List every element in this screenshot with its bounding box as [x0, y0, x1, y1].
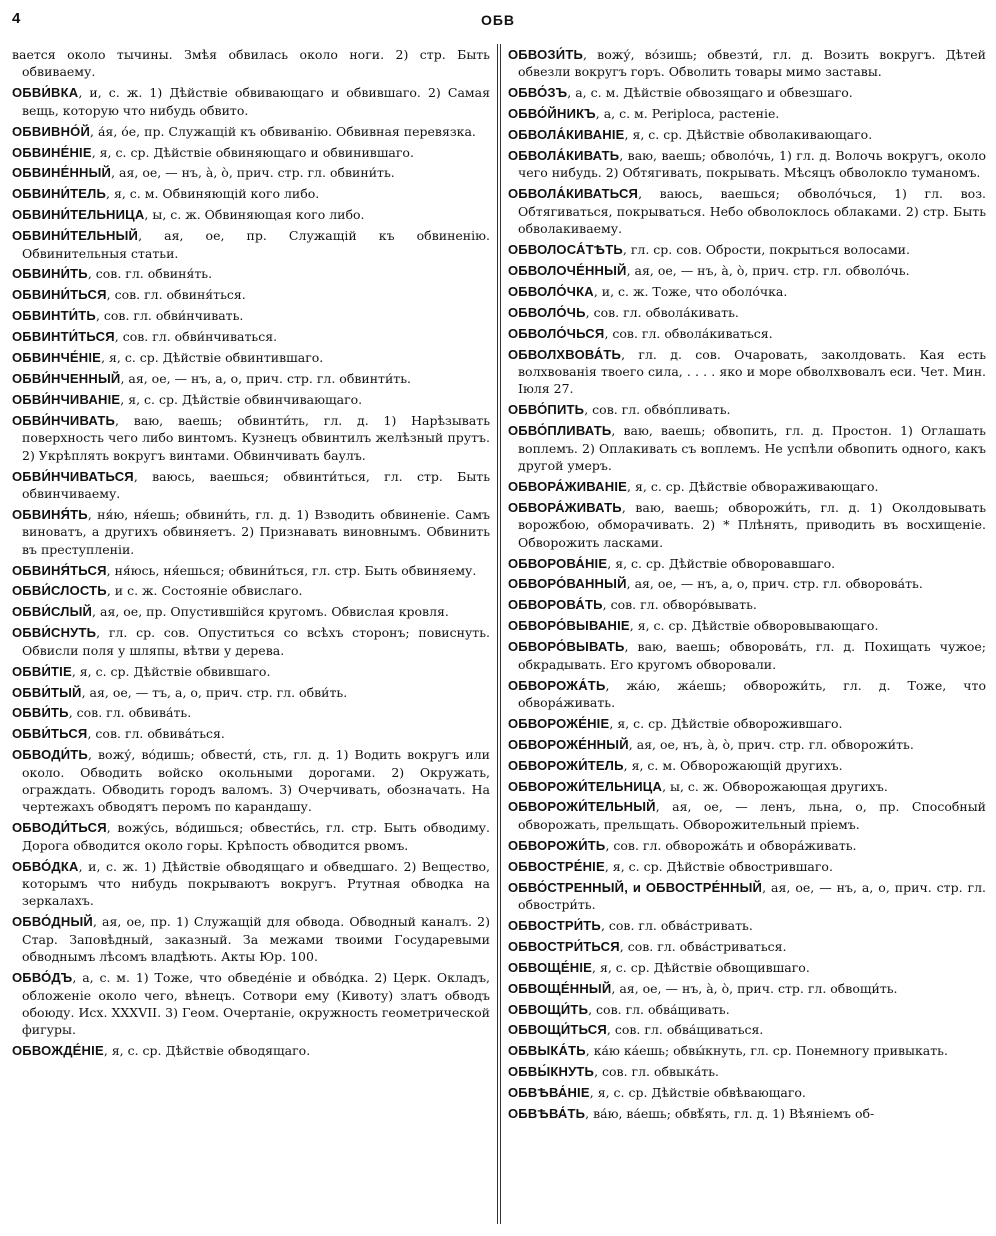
entry-headword: ОБВЫ́КНУТЬ	[508, 1064, 595, 1080]
entry-headword: ОБВО́ПЛИВАТЬ	[508, 423, 612, 439]
dictionary-entry	[12, 46, 490, 81]
entry-definition: , а, с. м. Дѣйствіе обвозящаго и обвезшаго.	[567, 85, 853, 101]
dictionary-entry	[12, 227, 490, 262]
entry-definition: , ая, ое, — тъ, а, о, прич. стр. гл. обви́ть.	[81, 684, 348, 700]
running-head: ОБВ	[480, 12, 516, 28]
entry-headword: ОБВОРОВА́ТЬ	[508, 597, 603, 613]
entry-headword: ОБВОРОЖЕ́ННЫЙ	[508, 736, 629, 752]
entry-definition: , ваюсь, ваешься; обвинти́ться, гл. стр. Быть обвинчиваему.	[22, 468, 490, 501]
entry-headword: ОБВИ́СЛОСТЬ	[12, 583, 107, 599]
dictionary-entry	[508, 938, 986, 955]
dictionary-entry	[12, 704, 490, 721]
entry-definition: , ва́ю, ва́ешь; обвѣ́ять, гл. д. 1) Вѣяніемъ об-	[585, 1106, 875, 1122]
right-column	[508, 46, 986, 1222]
dictionary-entry	[12, 144, 490, 161]
dictionary-entry	[12, 328, 490, 345]
entry-definition: , сов. гл. обвива́ться.	[87, 726, 225, 742]
dictionary-entry	[508, 46, 986, 81]
entry-headword: ОБВИНИ́ТЕЛЬ	[12, 186, 106, 202]
entry-headword: ОБВИНИ́ТЕЛЬНИЦА	[12, 207, 145, 223]
dictionary-entry	[12, 123, 490, 140]
entry-headword: ОБВОЛО́ЧЬСЯ	[508, 325, 605, 341]
entry-definition: , сов. гл. обви́нчиваться.	[114, 329, 278, 345]
entry-headword: ОБВѢВА́ТЬ	[508, 1106, 586, 1122]
dictionary-entry	[508, 499, 986, 551]
entry-headword: ОБВОРО́ВЫВАТЬ	[508, 639, 625, 655]
entry-definition: , ы, с. ж. Обворожающая другихъ.	[662, 778, 888, 794]
entry-definition: , ка́ю ка́ешь; обвы́кнуть, гл. ср. Понемногу привыкать.	[585, 1043, 948, 1059]
dictionary-entry	[12, 349, 490, 366]
entry-definition: , а, с. м. 1) Тоже, что обведе́ніе и обво́дка. 2) Церк. Окладъ, обложеніе около чего, вѣнецъ. Сотвори ему (Кивоту) златъ обводъ обоюду. Исх. XXXVII. 3) Геом. Очертаніе, окружность геометрической фигуры.	[22, 970, 490, 1038]
dictionary-entry	[508, 304, 986, 321]
entry-headword: ОБВОЖДЕ́НІЕ	[12, 1043, 104, 1059]
entry-headword: ОБВИНИ́ТЕЛЬНЫЙ	[12, 228, 139, 244]
entry-headword: ОБВИНЕ́ННЫЙ	[12, 165, 112, 181]
entry-headword: ОБВОЩИ́ТЬСЯ	[508, 1022, 607, 1038]
dictionary-entry	[12, 913, 490, 965]
entry-headword: ОБВОЛА́КИВАТЬ	[508, 148, 620, 164]
dictionary-entry	[508, 401, 986, 418]
dictionary-entry	[508, 617, 986, 634]
entry-headword: ОБВО́ДЪ	[12, 970, 73, 986]
entry-headword: ОБВИНИ́ТЬ	[12, 266, 88, 282]
dictionary-entry	[508, 555, 986, 572]
dictionary-entry	[12, 624, 490, 659]
left-column	[12, 46, 490, 1222]
entry-headword: ОБВОСТРИ́ТЬ	[508, 917, 601, 933]
dictionary-entry	[508, 837, 986, 854]
entry-definition: , ы, с. ж. Обвиняющая кого либо.	[144, 207, 365, 223]
dictionary-entry	[508, 1001, 986, 1018]
dictionary-entry	[12, 468, 490, 503]
entry-definition: , а́я, о́е, пр. Служащій къ обвиванію. Обвивная перевязка.	[90, 123, 476, 139]
entry-headword: ОБВИ́ТЬСЯ	[12, 726, 88, 742]
dictionary-entry	[508, 1105, 986, 1122]
dictionary-entry	[508, 1042, 986, 1059]
dictionary-entry	[508, 715, 986, 732]
entry-headword: ОБВОДИ́ТЬСЯ	[12, 820, 107, 836]
entry-headword: ОБВОСТРИ́ТЬСЯ	[508, 938, 620, 954]
dictionary-entry	[12, 819, 490, 854]
dictionary-entry	[508, 1084, 986, 1101]
entry-definition: , я, с. ср. Дѣйствіе обвораживающаго.	[627, 478, 879, 494]
entry-headword: ОБВОРОЖИ́ТЬ	[508, 837, 606, 853]
dictionary-entry	[12, 265, 490, 282]
entry-definition: , сов. гл. обви́нчивать.	[95, 308, 244, 324]
entry-headword: ОБВОРА́ЖИВАНІЕ	[508, 478, 628, 494]
entry-headword: ОБВИ́ВКА	[12, 85, 79, 101]
entry-definition: , ая, ое, — нъ, а̀, о̀, прич. стр. гл. обволо́чь.	[626, 262, 910, 278]
entry-headword: ОБВИНЕ́НІЕ	[12, 144, 92, 160]
entry-headword: ОБВОРОЖИ́ТЕЛЬ	[508, 757, 624, 773]
entry-definition: , ваюсь, ваешься; обволо́чься, 1) гл. воз. Обтягиваться, покрываться. Небо обволоклось облаками. 2) стр. Быть обволакиваему.	[518, 186, 986, 237]
dictionary-entry	[12, 1042, 490, 1059]
entry-definition: , ая, ое, — ленъ, льна, о, пр. Способный обворожать, прельщать. Обворожительный пріемъ.	[518, 799, 986, 832]
dictionary-entry	[508, 1063, 986, 1080]
entry-definition: , сов. гл. обворо́вывать.	[602, 597, 757, 613]
dictionary-entry	[12, 370, 490, 387]
dictionary-entry	[508, 798, 986, 833]
entry-headword: ОБВѢВА́НІЕ	[508, 1085, 590, 1101]
entry-headword: ОБВОРОЖИ́ТЕЛЬНЫЙ	[508, 799, 656, 815]
entry-definition: , я, с. ср. Дѣйствіе обворожившаго.	[609, 715, 843, 731]
entry-definition: , а, с. м. Periploca, растеніе.	[595, 106, 780, 122]
entry-definition: , вожу́сь, во́дишься; обвести́сь, гл. стр. Быть обводиму. Дорога обводится около горы. Крѣпость обводится рвомъ.	[22, 820, 490, 853]
column-divider-second	[500, 44, 501, 1224]
dictionary-entry	[508, 677, 986, 712]
entry-definition: , я, с. ср. Дѣйствіе обвившаго.	[71, 663, 271, 679]
dictionary-entry	[508, 422, 986, 474]
dictionary-entry	[12, 562, 490, 579]
entry-headword: ОБВОЛО́ЧЬ	[508, 304, 586, 320]
entry-definition: , я, с. ср. Дѣйствіе обвощившаго.	[592, 959, 810, 975]
dictionary-entry	[12, 582, 490, 599]
entry-definition: , я, с. ср. Дѣйствіе обворовавшаго.	[607, 555, 836, 571]
entry-definition: , ня́юсь, ня́ешься; обвини́ться, гл. стр. Быть обвиняему.	[106, 562, 477, 578]
entry-headword: ОБВОЛХВОВА́ТЬ	[508, 346, 622, 362]
entry-definition: , ваю, ваешь; обволо́чь, 1) гл. д. Волочь вокругъ, около чего нибудь. 2) Обтягивать, покрывать. Мѣсяцъ обволокло туманомъ.	[518, 148, 986, 181]
dictionary-entry	[12, 164, 490, 181]
entry-definition: , я, с. м. Обворожающій другихъ.	[623, 757, 843, 773]
entry-headword: ОБВОЩЕ́ННЫЙ	[508, 980, 612, 996]
entry-definition: , ваю, ваешь; обворова́ть, гл. д. Похищать чужое; обкрадывать. Его кругомъ обворовали.	[518, 639, 986, 672]
dictionary-entry	[12, 858, 490, 910]
entry-definition: , ваю, ваешь; обвопить, гл. д. Простон. 1) Оглашать воплемъ. 2) Оплакивать съ воплемъ. Не успѣли обвопить одного, какъ другой умеръ.	[518, 423, 986, 474]
entry-headword: ОБВО́ПИТЬ	[508, 402, 585, 418]
dictionary-entry	[508, 596, 986, 613]
entry-definition: , сов. гл. обвола́кивать.	[585, 304, 739, 320]
entry-definition: , сов. гл. обва́стривать.	[600, 917, 753, 933]
entry-definition: , сов. гл. обва́щиваться.	[606, 1022, 764, 1038]
entry-headword: ОБВИ́СНУТЬ	[12, 625, 97, 641]
dictionary-entry	[508, 879, 986, 914]
entry-definition: , сов. гл. обвыка́ть.	[594, 1064, 719, 1080]
entry-definition: , сов. гл. обвива́ть.	[68, 705, 192, 721]
entry-headword: ОБВОЛА́КИВАНІЕ	[508, 127, 625, 143]
entry-headword: ОБВИВНО́Й	[12, 123, 91, 139]
entry-headword: ОБВИНЯ́ТЬ	[12, 506, 88, 522]
entry-headword: ОБВИНТИ́ТЬСЯ	[12, 329, 115, 345]
dictionary-entry	[508, 858, 986, 875]
dictionary-entry	[12, 603, 490, 620]
dictionary-entry	[508, 346, 986, 398]
dictionary-entry	[508, 147, 986, 182]
dictionary-entry	[508, 478, 986, 495]
entry-definition: , сов. гл. обвиня́ться.	[106, 287, 246, 303]
entry-definition: , ая, ое, — нъ, а̀, о̀, прич. стр. гл. обвощи́ть.	[611, 980, 898, 996]
entry-headword: ОБВИНИ́ТЬСЯ	[12, 287, 107, 303]
dictionary-entry	[508, 105, 986, 122]
entry-headword: ОБВОЩИ́ТЬ	[508, 1001, 589, 1017]
entry-definition: , ая, ое, — нъ, а, о, прич. стр. гл. обвинти́ть.	[120, 371, 411, 386]
entry-definition: , я, с. ср. Дѣйствіе обволакивающаго.	[624, 127, 873, 143]
entry-headword: ОБВИ́НЧИВАНІЕ	[12, 391, 121, 407]
entry-definition: , и, с. ж. 1) Дѣйствіе обвивающаго и обвившаго. 2) Самая вещь, которую что нибудь обвито.	[22, 85, 490, 118]
entry-definition: , и, с. ж. Тоже, что оболо́чка.	[593, 283, 788, 299]
entry-definition: , и, с. ж. 1) Дѣйствіе обводящаго и обведшаго. 2) Вещество, которымъ что нибудь покрываютъ вокругъ. Ртутная обводка на зеркалахъ.	[22, 858, 490, 909]
entry-headword: ОБВОЛО́ЧКА	[508, 283, 594, 299]
entry-headword: ОБВИ́ТІЕ	[12, 663, 72, 679]
entry-headword: ОБВИ́НЧЕННЫЙ	[12, 371, 121, 386]
dictionary-entry	[508, 757, 986, 774]
entry-headword: ОБВИНЯ́ТЬСЯ	[12, 562, 107, 578]
dictionary-entry	[508, 241, 986, 258]
entry-definition: , ая, ое, — нъ, а̀, о̀, прич. стр. гл. обвини́ть.	[111, 165, 395, 181]
dictionary-entry	[508, 959, 986, 976]
entry-definition: , вожу́, во́зишь; обвезти́, гл. д. Возить вокругъ. Дѣтей обвезли вокругъ горъ. Обволить товары мимо заставы.	[518, 47, 986, 80]
entry-definition: , гл. ср. сов. Опуститься со всѣхъ сторонъ; повиснуть. Обвисли поля у шляпы, вѣтви у дерева.	[22, 625, 490, 658]
dictionary-entry	[508, 778, 986, 795]
entry-definition: , и с. ж. Состояніе обвислаго.	[106, 583, 303, 599]
entry-headword: ОБВО́ЙНИКЪ	[508, 106, 596, 122]
entry-headword: ОБВИ́НЧИВАТЬСЯ	[12, 468, 134, 484]
entry-definition: , я, с. ср. Дѣйствіе обворовывающаго.	[629, 618, 879, 634]
entry-headword: ОБВОЗИ́ТЬ	[508, 47, 584, 62]
entry-definition: , сов. гл. обвола́киваться.	[604, 325, 773, 341]
entry-headword: ОБВИ́ТЬ	[12, 705, 69, 721]
entry-headword: ОБВИ́ТЫЙ	[12, 684, 82, 700]
dictionary-entry	[12, 185, 490, 202]
entry-definition: , я, с. м. Обвиняющій кого либо.	[106, 186, 320, 202]
entry-headword: ОБВОЛОСА́ТѢТЬ	[508, 242, 623, 258]
entry-definition: , ваю, ваешь; обвинти́ть, гл. д. 1) Нарѣзывать поверхность чего либо винтомъ. Кузнецъ обвинтилъ желѣзный прутъ. 2) Укрѣплять вокругъ винтами. Обвинчивать баулъ.	[22, 412, 490, 463]
entry-definition: , ая, ое, — нъ, а, о, прич. стр. гл. обворова́ть.	[626, 576, 923, 592]
entry-definition: , я, с. ср. Дѣйствіе обвинтившаго.	[101, 350, 324, 366]
entry-definition: , ая, ое, пр. Служащій къ обвиненію. Обвинительныя статьи.	[22, 228, 490, 261]
entry-headword: ОБВО́ДКА	[12, 858, 79, 874]
entry-headword: ОБВОРОЖЕ́НІЕ	[508, 715, 610, 731]
entry-headword: ОБВОСТРЕ́НІЕ	[508, 858, 605, 874]
entry-headword: ОБВОРО́ВАННЫЙ	[508, 576, 627, 592]
entry-definition: , я, с. ср. Дѣйствіе обвиняющаго и обвинившаго.	[91, 144, 414, 160]
entry-definition: , ня́ю, ня́ешь; обвини́ть, гл. д. 1) Взводить обвиненіе. Самъ виноватъ, а другихъ обвиняетъ. 2) Признавать виновнымъ. Обвинить въ преступленіи.	[22, 506, 490, 557]
entry-definition: , ваю, ваешь; обворожи́ть, гл. д. 1) Околдовывать ворожбою, обморачивать. 2) * Плѣнять, приводить въ восхищеніе. Обворожить ласками.	[518, 499, 986, 550]
entry-definition: , гл. д. сов. Очаровать, заколдовать. Кая есть волхвованія твоего сила, . . . . яко и море обволхвовалъ еси. Чет. Мин. Іюля 27.	[518, 346, 986, 397]
dictionary-entry	[508, 1021, 986, 1038]
dictionary-entry	[508, 575, 986, 592]
dictionary-entry	[12, 746, 490, 816]
dictionary-entry	[508, 917, 986, 934]
entry-headword: ОБВИ́НЧИВАТЬ	[12, 412, 116, 428]
entry-headword: ОБВОДИ́ТЬ	[12, 747, 88, 763]
entry-definition: , сов. гл. обво́пливать.	[584, 402, 731, 418]
entry-headword: ОБВЫКА́ТЬ	[508, 1043, 586, 1059]
entry-headword: ОБВОЛОЧЕ́ННЫЙ	[508, 262, 627, 278]
entry-definition: , ая, ое, — нъ, а, о, прич. стр. гл. обвостри́ть.	[518, 879, 986, 912]
entry-definition: , ая, ое, нъ, а̀, о̀, прич. стр. гл. обворожи́ть.	[628, 736, 914, 752]
entry-headword: ОБВО́ДНЫЙ	[12, 914, 93, 930]
dictionary-entry	[12, 307, 490, 324]
entry-definition: , сов. гл. обворожа́ть и обвора́живать.	[605, 837, 857, 853]
entry-definition: , я, с. ср. Дѣйствіе обвѣвающаго.	[589, 1085, 806, 1101]
dictionary-entry	[508, 980, 986, 997]
entry-headword: ОБВИ́СЛЫЙ	[12, 604, 93, 620]
entry-definition: , я, с. ср. Дѣйствіе обвинчивающаго.	[120, 391, 363, 407]
entry-headword: ОБВИНЧЕ́НІЕ	[12, 350, 102, 366]
dictionary-entry	[12, 969, 490, 1039]
dictionary-entry	[508, 283, 986, 300]
entry-definition: , сов. гл. обва́стриваться.	[619, 938, 787, 954]
dictionary-entry	[508, 736, 986, 753]
dictionary-entry	[508, 638, 986, 673]
entry-definition: , ая, ое, пр. 1) Служащій для обвода. Обводный каналъ. 2) Стар. Заповѣдный, заказный. За межами твоими Государевыми обводнымъ лѣсомъ владѣють. Акты Юр. 100.	[22, 914, 490, 965]
dictionary-entry	[12, 506, 490, 558]
dictionary-entry	[12, 412, 490, 464]
dictionary-entry	[12, 206, 490, 223]
dictionary-entry	[12, 725, 490, 742]
dictionary-entry	[508, 84, 986, 101]
entry-headword: ОБВОРОЖИ́ТЕЛЬНИЦА	[508, 778, 663, 794]
dictionary-entry	[12, 84, 490, 119]
entry-headword: ОБВО́ЗЪ	[508, 85, 568, 101]
entry-headword: ОБВОРОВА́НІЕ	[508, 555, 608, 571]
entry-headword: ОБВОРОЖА́ТЬ	[508, 677, 606, 693]
dictionary-entry	[12, 391, 490, 408]
entry-definition: , сов. гл. обва́щивать.	[588, 1001, 730, 1017]
dictionary-entry	[508, 262, 986, 279]
entry-definition: , я, с. ср. Дѣйствіе обводящаго.	[103, 1043, 311, 1059]
page-number: 4	[12, 10, 21, 27]
entry-headword: ОБВОЩЕ́НІЕ	[508, 959, 593, 975]
entry-definition: , жа́ю, жа́ешь; обворожи́ть, гл. д. Тоже, что обвора́живать.	[518, 677, 986, 710]
column-divider	[497, 44, 498, 1224]
entry-definition: вается около тычины. Змѣя обвилась около ноги. 2) стр. Быть обвиваему.	[12, 47, 490, 80]
entry-headword: ОБВО́СТРЕННЫЙ, и ОБВОСТРЕ́ННЫЙ	[508, 879, 763, 895]
dictionary-entry	[12, 684, 490, 701]
dictionary-entry	[508, 325, 986, 342]
entry-headword: ОБВИНТИ́ТЬ	[12, 308, 96, 324]
entry-definition: , ая, ое, пр. Опустившійся кругомъ. Обвислая кровля.	[92, 604, 449, 620]
dictionary-entry	[508, 126, 986, 143]
entry-headword: ОБВОРА́ЖИВАТЬ	[508, 499, 622, 515]
entry-headword: ОБВОРО́ВЫВАНІЕ	[508, 618, 630, 634]
dictionary-entry	[508, 185, 986, 237]
entry-definition: , сов. гл. обвиня́ть.	[87, 266, 213, 282]
entry-headword: ОБВОЛА́КИВАТЬСЯ	[508, 186, 639, 202]
entry-definition: , вожу́, во́дишь; обвести́, сть, гл. д. 1) Водить вокругъ или около. Обводить войско окольными дорогами. 2) Окружать, ограждать. Обводить городъ валомъ. 3) Очерчивать, обозначать. На чертежахъ обводятъ перомъ по карандашу.	[22, 747, 490, 815]
entry-definition: , гл. ср. сов. Обрости, покрыться волосами.	[622, 242, 910, 258]
dictionary-entry	[12, 663, 490, 680]
dictionary-entry	[12, 286, 490, 303]
entry-definition: , я, с. ср. Дѣйствіе обвострившаго.	[604, 858, 833, 874]
